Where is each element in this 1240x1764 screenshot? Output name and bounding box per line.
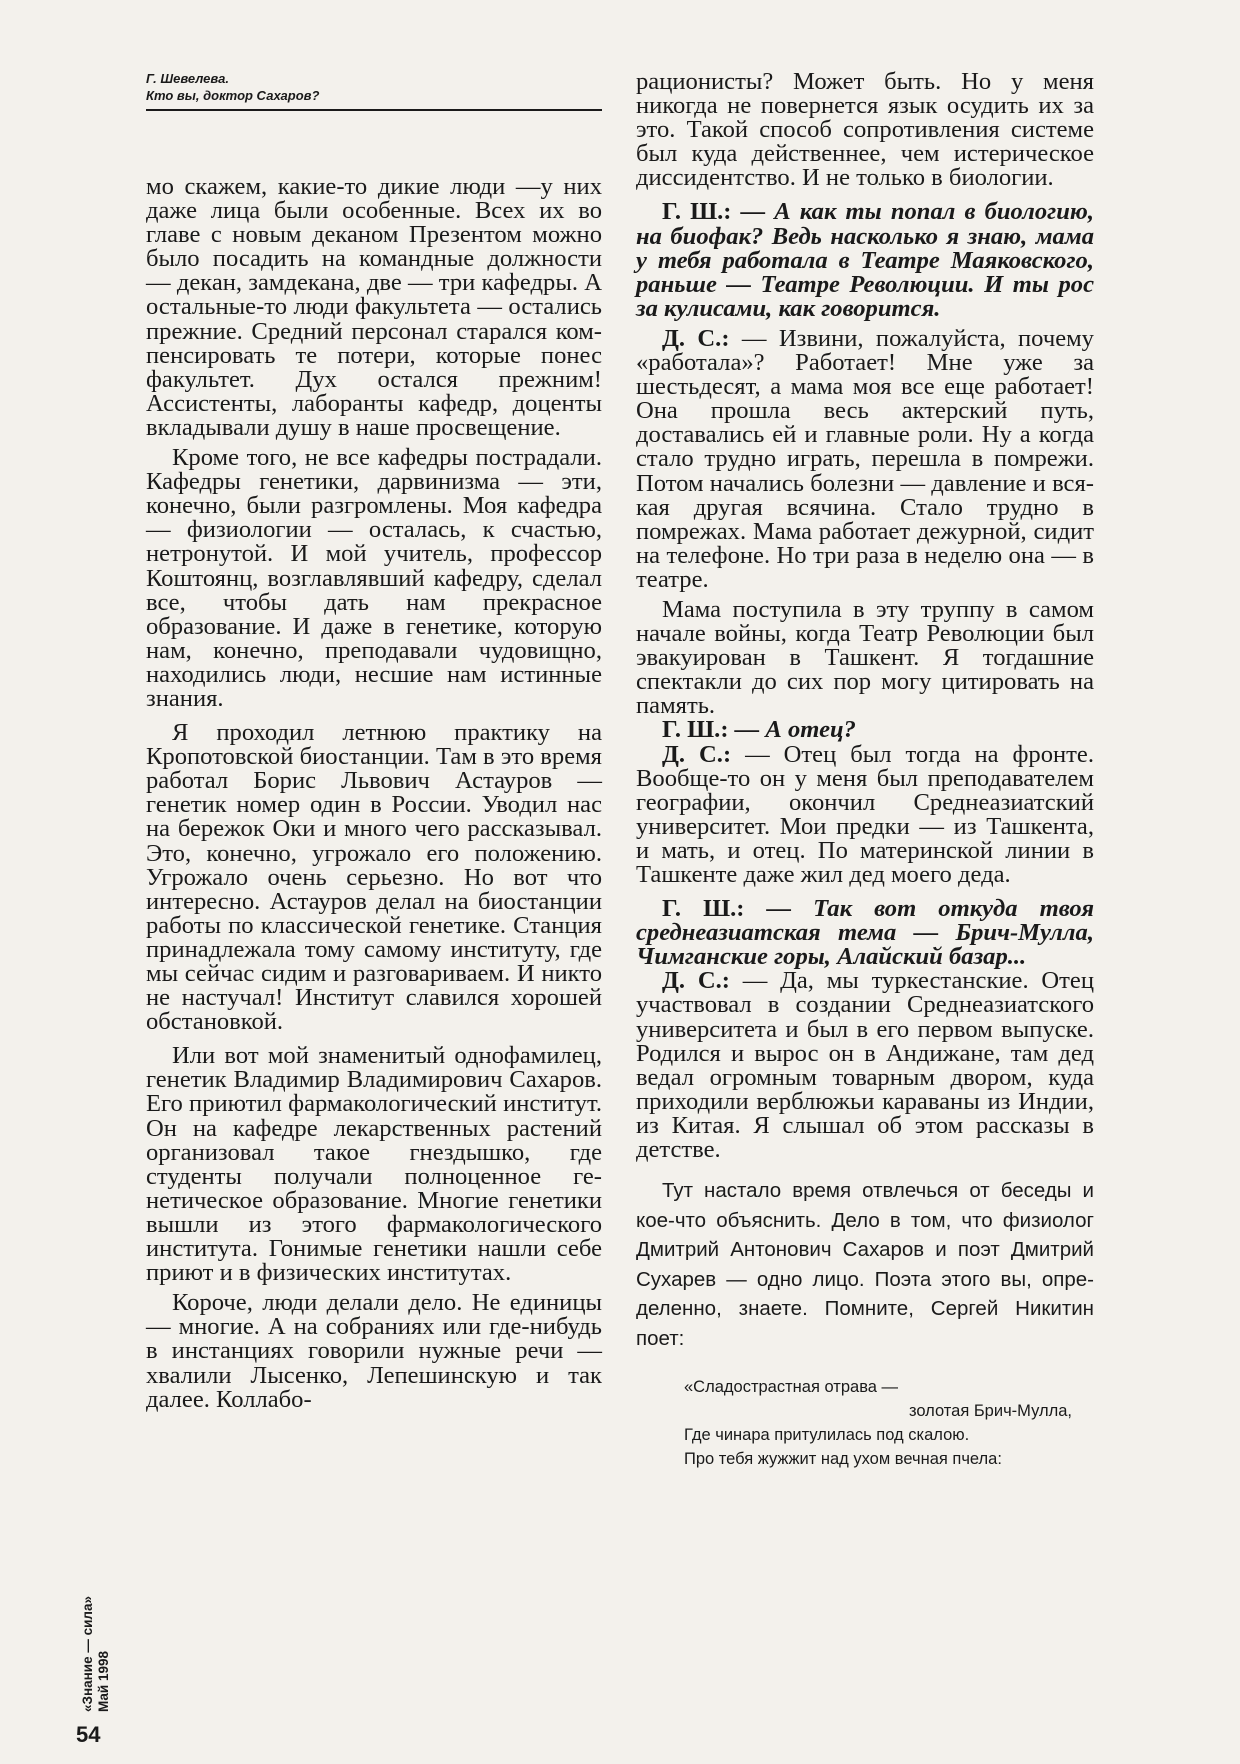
paragraph: Короче, люди делали дело. Не единицы — многие. А на собраниях или где-нибудь в инстанциях говорили нужные речи — хвалили Лысенко, Лепешинскую и так далее. Коллабо-	[146, 1289, 602, 1413]
paragraph: рационисты? Может быть. Но у меня никогда не повернется язык осудить их за это. Такой способ сопротивления системе был куда действеннее, чем истерическое диссидентство. И не только в биологии.	[636, 68, 1094, 192]
right-column	[636, 70, 1094, 1471]
header-title: Кто вы, доктор Сахаров?	[146, 88, 320, 103]
question-text: — Так вот откуда твоя среднеазиатская тема — Брич-Мулла, Чимганские горы, Алайский базар...	[636, 895, 1094, 971]
speaker-label: Д. С.:	[662, 740, 732, 768]
speaker-label: Г. Ш.:	[662, 198, 732, 226]
left-column	[146, 175, 602, 1412]
paragraph: Кроме того, не все кафедры пострадали. Кафедры генетики, дарвинизма — эти, конечно, были разгромлены. Моя кафедра — физиологии — осталась, к счастью, нетронутой. И мой учитель, профессор Коштоянц, возглавлявший кафедру, сделал все, чтобы дать нам прекрасное образование. И даже в генетике, которую нам, конечно, преподавали чудовищно, находились люди, несшие нам истинные знания.	[146, 444, 602, 712]
verse-line: «Сладострастная отрава —	[684, 1378, 899, 1397]
speaker-label: Д. С.:	[662, 324, 730, 352]
header-author: Г. Шевелева.	[146, 71, 229, 86]
speaker-label: Г. Ш.:	[662, 716, 729, 744]
header-rule	[146, 109, 602, 111]
question-text: — А отец?	[734, 716, 856, 744]
journal-issue: Май 1998	[96, 1650, 111, 1712]
speaker-label: Г. Ш.:	[662, 895, 745, 923]
running-head	[146, 70, 602, 111]
paragraph: мо скажем, какие-то дикие люди —у них даже лица были особенные. Всех их во главе с новым деканом Презентом можно было посадить на командные должности — декан, замдекана, две — три кафедры. А остальные-то люди факультета — остались прежние. Средний персонал старался компенсировать те потери, которые понес факультет. Дух остался прежним! Ассистенты, лаборанты кафедр, доценты вкладывали душу в наше просвещение.	[146, 173, 602, 441]
interview-answer	[636, 740, 1094, 888]
answer-text: — Да, мы туркестанские. Отец участвовал в создании Среднеазиатского университета и был в его первом выпуске. Родился и вырос он в Андижане, там дед ведал огромным товарным двором, куда приходили верблюжьи караваны из Индии, из Китая. Я слышал об этом рассказы в детстве.	[636, 967, 1094, 1164]
author-note: Тут настало время отвлечься от беседы и кое-что объяснить. Дело в том, что физиолог Дмитрий Антонович Сахаров и поэт Дмитрий Сухарев — одно лицо. Поэта этого вы, определенно, знаете. Помните, Сергей Никитин поет:	[636, 1179, 1094, 1350]
answer-text: — Отец был тогда на фронте. Вообще-то он у меня был преподавателем географии, окончил Среднеазиатский университет. Мои предки — из Ташкента, и мать, и отец. По материнской линии в Ташкенте даже жил дед моего деда.	[636, 740, 1094, 888]
paragraph: Мама поступила в эту труппу в самом начале войны, когда Театр Революции был эвакуирован в Ташкент. Я тогдашние спектакли до сих пор могу цитировать на память.	[636, 595, 1094, 720]
verse-line: золотая Брич-Мулла,	[908, 1402, 1072, 1421]
answer-text: — Извини, пожалуйста, почему «работала»? Работает! Мне уже за шестьдесят, а мама моя все еще работает! Она прошла весь актерский путь, доставались ей и главные роли. Ну а когда стало трудно играть, перешла в помрежи. Потом начались болезни — давление и всякая другая всячина. Стало трудно в помрежах. Мама работает дежурной, сидит на телефоне. Но три раза в неделю она — в театре.	[636, 324, 1094, 593]
interview-question	[636, 718, 1094, 742]
interview-answer	[636, 969, 1094, 1162]
journal-name: «Знание — сила»	[80, 1596, 95, 1712]
question-text: — А как ты попал в биологию, на биофак? Ведь насколько я знаю, мама у тебя работала в Театре Маяковского, раньше — Театре Революции. И ты рос за кулисами, как говорится.	[636, 198, 1095, 322]
speaker-label: Д. С.:	[662, 967, 730, 995]
verse-line: Про тебя жужжит над ухом вечная пчела:	[684, 1450, 1002, 1469]
interview-question	[636, 897, 1094, 969]
interview-answer	[636, 324, 1094, 593]
journal-caption	[80, 1412, 112, 1712]
paragraph: Или вот мой знаменитый однофамилец, генетик Владимир Владимирович Сахаров. Его приютил фармакологический институт. Он на кафедре лекарственных растений организовал такое гнездышко, где студенты получали полноценное генетическое образование. Многие генетики вышли из этого фармакологического института. Гонимые генетики нашли себе приют и в физических институтах.	[146, 1042, 602, 1287]
verse-quote	[684, 1375, 1094, 1471]
paragraph: Я проходил летнюю практику на Кропотовской биостанции. Там в это время работал Борис Львович Астауров — генетик номер один в России. Уводил нас на бережок Оки и много чего рассказывал. Это, конечно, угрожало его положению. Угрожало очень серьезно. Но вот что интересно. Астауров делал на биостанции работы по классической генетике. Станция принадлежала тому самому институту, где мы сейчас сидим и разговариваем. И никто не настучал! Институт славился хорошей обстановкой.	[146, 719, 602, 1036]
verse-line: Где чинара притулилась под скалою.	[684, 1426, 970, 1445]
page-number: 54	[76, 1722, 101, 1747]
interview-question	[636, 200, 1094, 320]
